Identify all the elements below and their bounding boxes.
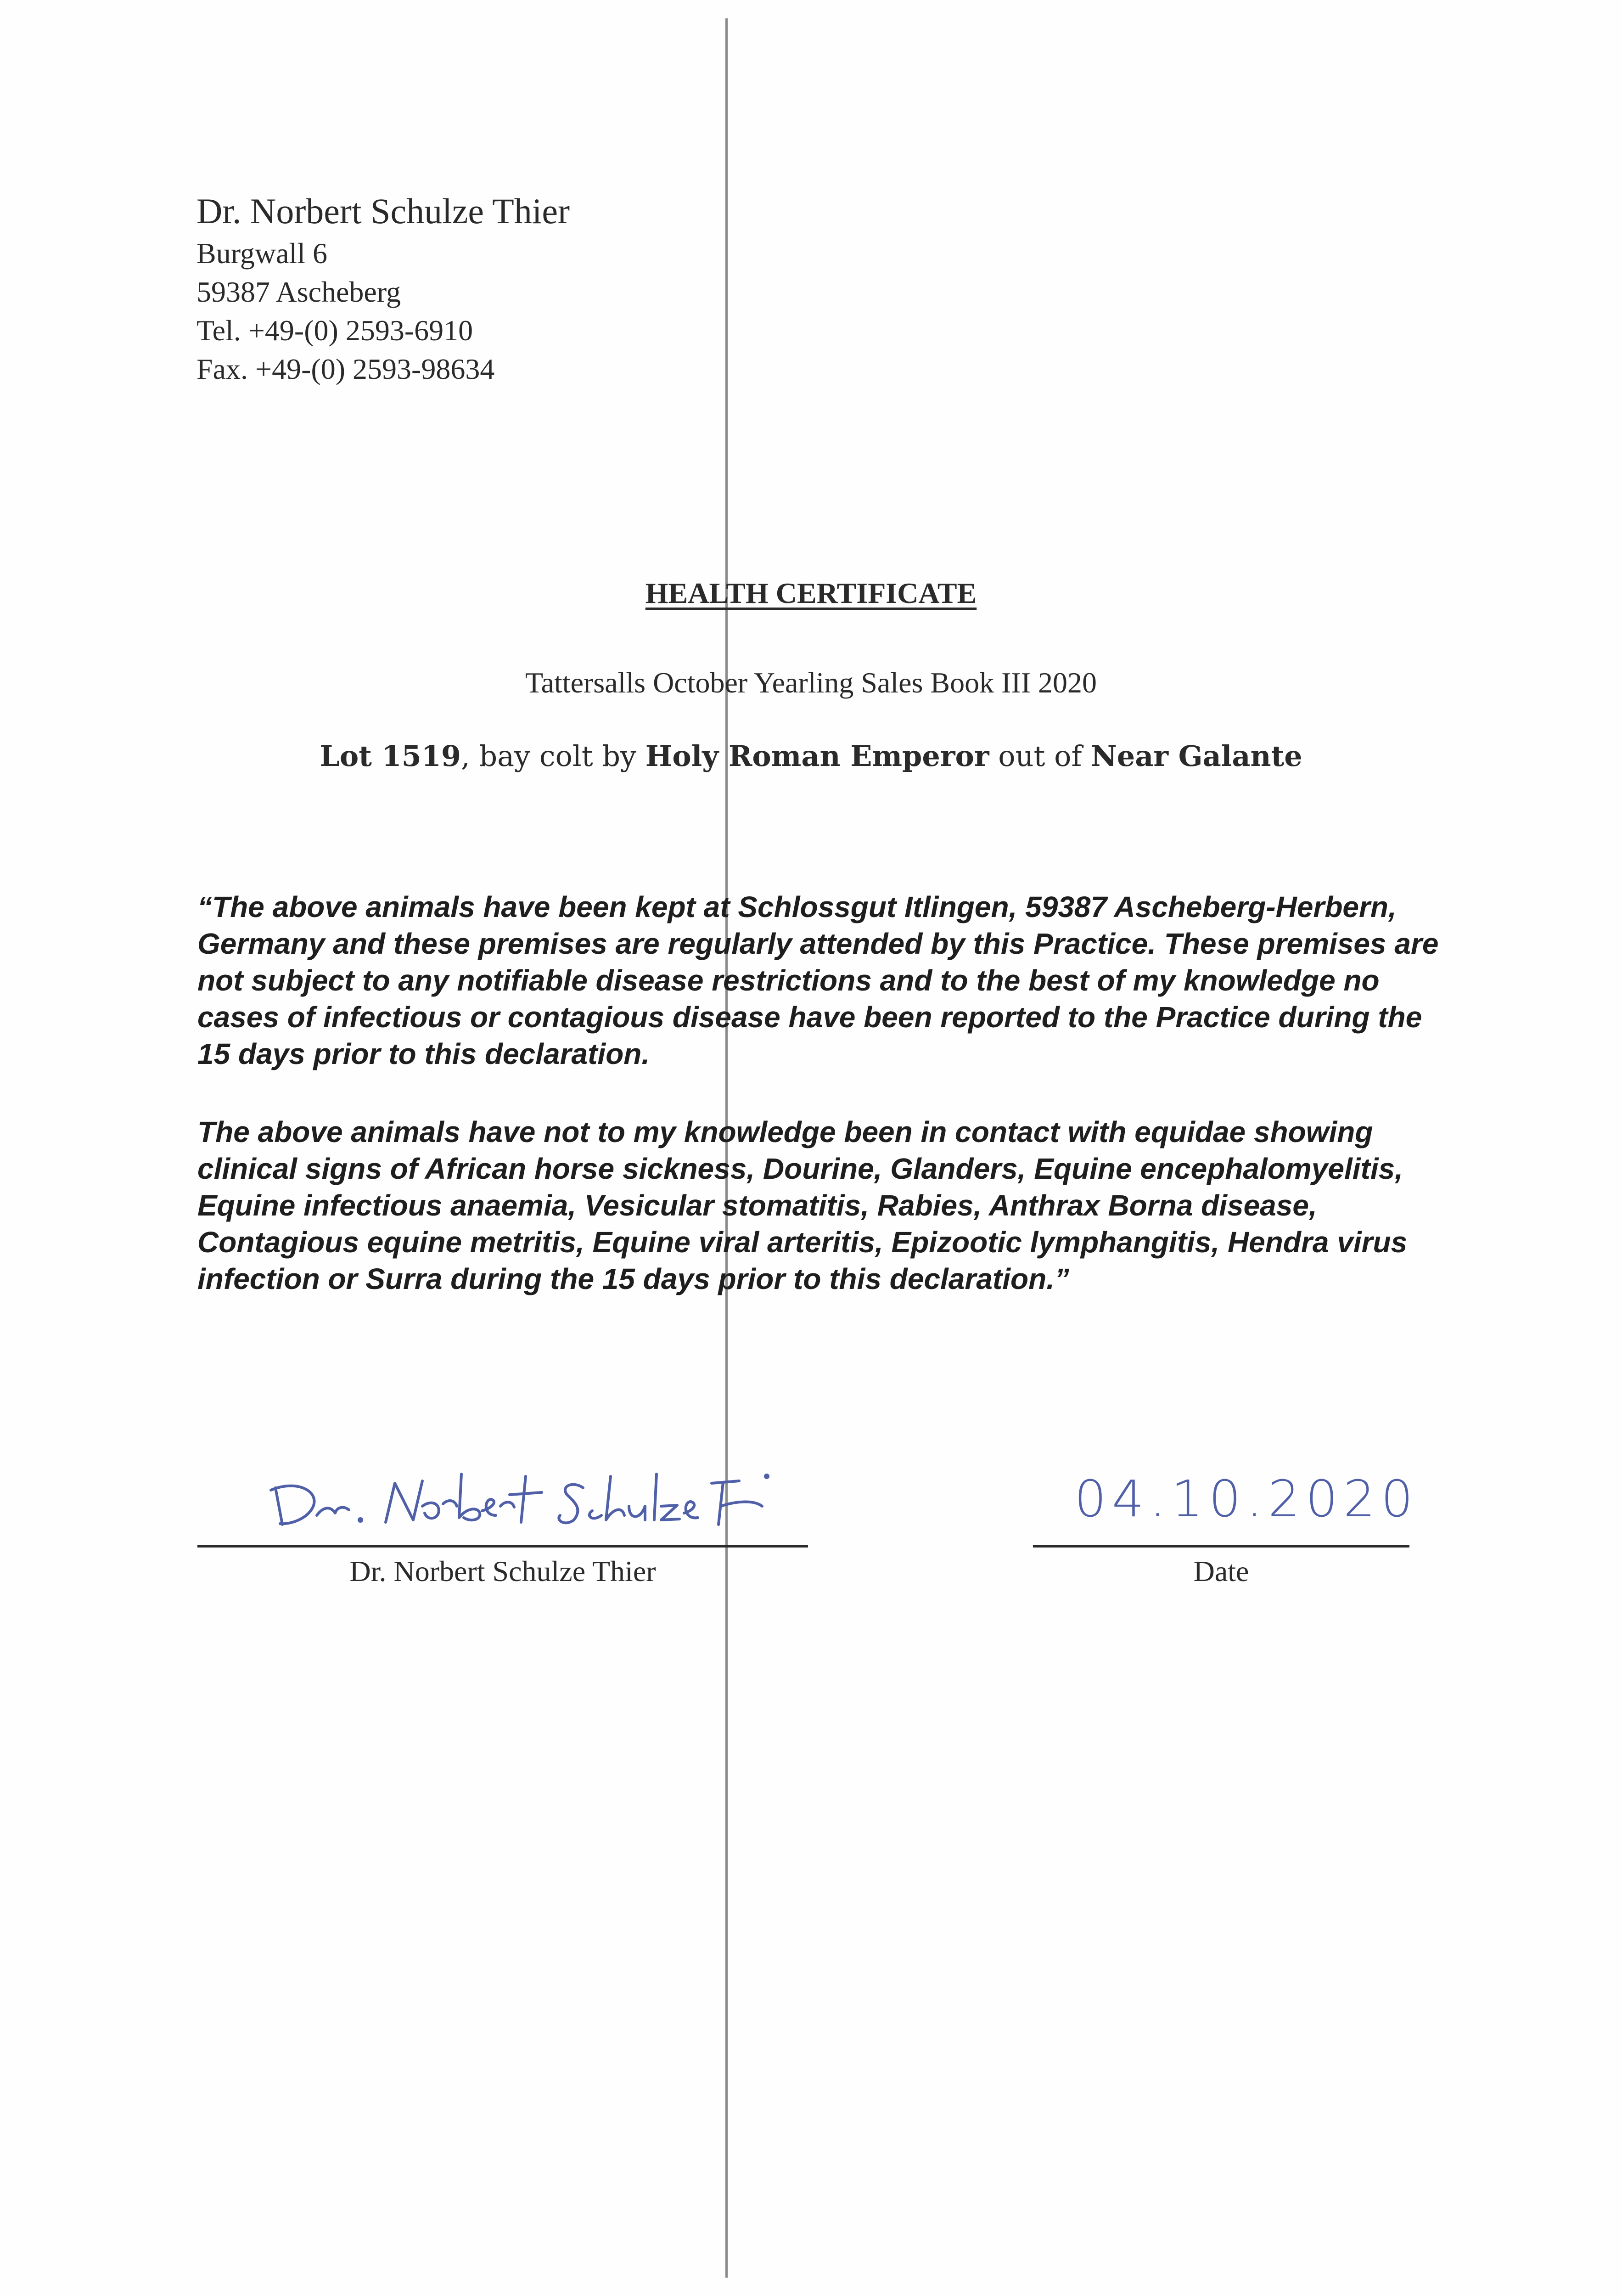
lot-dam: Near Galante [1091, 739, 1302, 773]
certificate-subtitle: Tattersalls October Yearling Sales Book III 2020 [525, 666, 1097, 699]
certificate-title: HEALTH CERTIFICATE [645, 577, 977, 609]
lot-out-of: out of [989, 739, 1091, 773]
signature-label: Dr. Norbert Schulze Thier [349, 1555, 656, 1587]
letterhead-city: 59387 Ascheberg [196, 276, 401, 308]
lot-description: , bay colt by [461, 739, 645, 773]
signature-line [197, 1545, 808, 1548]
letterhead [196, 188, 570, 388]
lot-line [0, 739, 1622, 773]
lot-sire: Holy Roman Emperor [645, 739, 989, 773]
letterhead-name: Dr. Norbert Schulze Thier [196, 191, 570, 231]
letterhead-street: Burgwall 6 [196, 237, 328, 270]
date-line [1033, 1545, 1409, 1548]
handwritten-date: 04.10.2020 [1074, 1469, 1419, 1528]
handwritten-signature [262, 1456, 776, 1543]
lot-label: Lot 1519 [320, 739, 461, 773]
letterhead-fax: Fax. +49-(0) 2593-98634 [196, 353, 495, 385]
date-label: Date [1193, 1555, 1249, 1587]
declaration-paragraph-1: “The above animals have been kept at Schlossgut Itlingen, 59387 Ascheberg-Herbern, Germany and these premises are regularly attended by this Practice. These premises are not subject to any notifiable disease restrictions and to the best of my knowledge no cases of infectious or contagious disease have been reported to the Practice during the 15 days prior to this declaration. [197, 890, 1439, 1070]
declaration-paragraph-2: The above animals have not to my knowledge been in contact with equidae showing clinical signs of African horse sickness, Dourine, Glanders, Equine encephalomyelitis, Equine infectious anaemia, Vesicular stomatitis, Rabies, Anthrax Borna disease, Contagious equine metritis, Equine viral arteritis, Epizootic lymphangitis, Hendra virus infection or Surra during the 15 days prior to this declaration.” [197, 1115, 1408, 1295]
letterhead-tel: Tel. +49-(0) 2593-6910 [196, 314, 473, 347]
